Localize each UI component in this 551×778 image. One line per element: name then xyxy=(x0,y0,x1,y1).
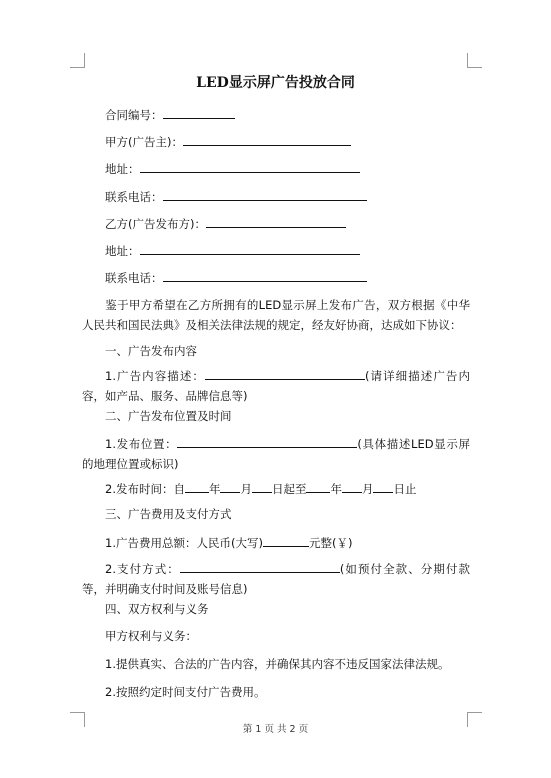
section-2-item-1 xyxy=(82,434,470,474)
payment-note: (如预付全款、分期付款等，并明确支付时间及账号信息) xyxy=(82,562,470,596)
section-3-item-1 xyxy=(105,534,352,551)
party-b-address-blank[interactable] xyxy=(140,242,360,255)
month-label: 月 xyxy=(361,482,374,496)
party-b-field xyxy=(105,215,346,232)
end-day-blank[interactable] xyxy=(373,480,393,493)
section-2-item-2 xyxy=(105,480,416,497)
year-label: 年 xyxy=(208,482,221,496)
fee-suffix: 元整(￥) xyxy=(308,536,353,550)
party-b-address-label: 地址： xyxy=(105,244,140,258)
location-blank[interactable] xyxy=(177,435,357,448)
location-note: (具体描述LED显示屏的地理位置或标识) xyxy=(82,437,471,471)
party-b-phone-blank[interactable] xyxy=(163,269,367,282)
start-month-blank[interactable] xyxy=(220,480,240,493)
party-a-duty-2: 2.按照约定时间支付广告费用。 xyxy=(105,685,266,699)
section-3-heading: 三、广告费用及支付方式 xyxy=(105,507,232,521)
contract-no-blank[interactable] xyxy=(163,106,235,119)
party-a-address-field xyxy=(105,160,360,177)
contract-no-label: 合同编号： xyxy=(105,108,163,122)
section-4-heading: 四、双方权利与义务 xyxy=(105,602,209,616)
party-a-blank[interactable] xyxy=(183,133,351,146)
party-b-phone-label: 联系电话： xyxy=(105,271,163,285)
year-label: 年 xyxy=(330,482,342,496)
day-from-label: 日起至 xyxy=(271,482,307,496)
preamble-text: 鉴于甲方希望在乙方所拥有的LED显示屏上发布广告，双方根据《中华人民共和国民法典》及相关法律法规的规定，经友好协商，达成如下协议： xyxy=(82,298,470,332)
page-corner-mark xyxy=(70,53,85,68)
party-a-phone-label: 联系电话： xyxy=(105,190,163,204)
party-b-phone-field xyxy=(105,269,367,286)
preamble-paragraph xyxy=(82,295,470,335)
fee-amount-blank[interactable] xyxy=(263,534,309,547)
contract-no-field xyxy=(105,106,235,123)
ad-content-label: 1.广告内容描述： xyxy=(105,369,205,383)
ad-content-note: (请详细描述广告内容，如产品、服务、品牌信息等) xyxy=(82,369,470,403)
location-label: 1.发布位置： xyxy=(105,437,178,451)
page-number-footer: 第 1 页 共 2 页 xyxy=(242,724,309,735)
period-label: 2.发布时间：自 xyxy=(105,482,185,496)
party-a-label: 甲方(广告主)： xyxy=(105,135,183,149)
contract-title: LED显示屏广告投放合同 xyxy=(196,75,355,91)
day-to-label: 日止 xyxy=(393,482,417,496)
party-b-address-field xyxy=(105,242,360,259)
month-label: 月 xyxy=(240,482,252,496)
ad-content-blank[interactable] xyxy=(205,367,365,380)
party-a-duties-heading: 甲方权利与义务： xyxy=(105,629,197,643)
party-a-address-label: 地址： xyxy=(105,162,140,176)
section-2-heading: 二、广告发布位置及时间 xyxy=(105,409,232,423)
party-a-address-blank[interactable] xyxy=(140,160,360,173)
party-b-label: 乙方(广告发布方)： xyxy=(105,217,206,231)
party-b-blank[interactable] xyxy=(206,215,346,228)
party-a-duty-1: 1.提供真实、合法的广告内容，并确保其内容不违反国家法律法规。 xyxy=(105,657,450,671)
start-year-blank[interactable] xyxy=(185,480,209,493)
section-1-item-1 xyxy=(82,366,470,406)
end-year-blank[interactable] xyxy=(306,480,330,493)
section-1-heading: 一、广告发布内容 xyxy=(105,344,197,358)
payment-blank[interactable] xyxy=(180,560,340,573)
payment-label: 2.支付方式： xyxy=(105,562,180,576)
end-month-blank[interactable] xyxy=(342,480,362,493)
start-day-blank[interactable] xyxy=(252,480,272,493)
fee-label: 1.广告费用总额：人民币(大写) xyxy=(105,536,263,550)
page-corner-mark xyxy=(467,53,482,68)
party-a-field xyxy=(105,133,351,150)
party-a-phone-blank[interactable] xyxy=(163,188,367,201)
party-a-phone-field xyxy=(105,188,367,205)
section-3-item-2 xyxy=(82,559,470,599)
